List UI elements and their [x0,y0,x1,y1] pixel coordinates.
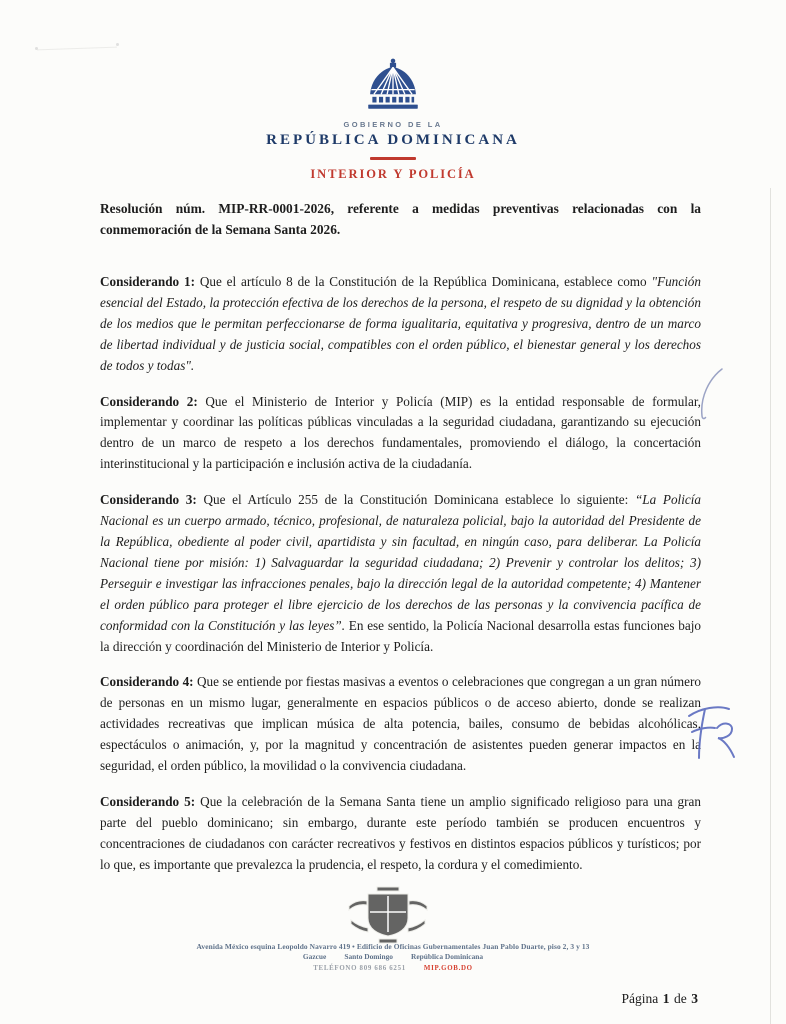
footer-location [0,952,786,962]
coat-of-arms-watermark-icon [341,884,435,948]
page-indicator-prefix: Página [621,991,659,1006]
red-divider [370,157,416,160]
footer-location-neighborhood: Gazcue [302,951,327,961]
considerando-5-label: Considerando 5: [100,793,196,809]
document-body [100,198,701,891]
paragraph-considerando-1 [100,272,701,377]
page-indicator-separator: de [674,991,687,1006]
footer-location-country: República Dominicana [411,951,484,961]
paragraph-considerando-4 [100,672,701,777]
page-indicator-current: 1 [662,991,670,1006]
dome-logo-icon [360,58,426,114]
footer-phone: TELÉFONO 809 686 6251 [313,965,406,972]
footer-website-link[interactable]: MIP.GOB.DO [423,965,473,972]
resolution-title: Resolución núm. MIP-RR-0001-2026, referente a medidas preventivas relacionadas con la conmemoración de la Semana Santa 2026. [100,201,701,237]
considerando-3-tail: En ese sentido, la Policía Nacional desarrolla estas funciones bajo la dirección y coordinación del Ministerio de Interior y Policía. [100,617,701,654]
page-indicator-total: 3 [691,991,698,1006]
country-name: REPÚBLICA DOMINICANA [266,132,520,148]
footer [0,942,786,973]
letterhead [0,58,786,182]
government-line: GOBIERNO DE LA [343,120,443,129]
considerando-1-label: Considerando 1: [100,274,195,289]
footer-location-city: Santo Domingo [344,951,393,961]
scan-edge-line [770,188,771,1024]
ministry-name: INTERIOR Y POLICÍA [310,167,476,181]
considerando-2-text: Que el Ministerio de Interior y Policía (MIP) es la entidad responsable de formular, implementar y coordinar las políticas públicas vinculadas a la seguridad ciudadana, garantizando su ejecución dentro de un marco de respeto a los derechos fundamentales, promoviendo el diálogo, la concertación interinstitucional y la participación e inclusión activa de la ciudadanía. [100,393,701,472]
considerando-4-label: Considerando 4: [100,674,194,690]
page-indicator [622,991,699,1007]
footer-contact [0,964,786,973]
footer-address: Avenida México esquina Leopoldo Navarro 419 • Edificio de Oficinas Gubernamentales Juan Pablo Duarte, piso 2, 3 y 13 [196,942,590,951]
considerando-5-text: Que la celebración de la Semana Santa tiene un amplio significado religioso para una gran parte del pueblo dominicano; sin embargo, durante este período también se producen encuentros y concentraciones de ciudadanos con carácter recreativos y festivos en distintos espacios públicos y turísticos; por lo que, es importante que prevalezca la prudencia, el respeto, la cordura y el comedimiento. [100,793,701,872]
paragraph-considerando-3 [100,490,701,657]
considerando-3-quote: “La Policía Nacional es un cuerpo armado, técnico, profesional, de naturaleza policial, bajo la autoridad del Presidente de la República, obediente al poder civil, apartidista y sin facultad, en ningún caso, para deliberar. La Policía Nacional tiene por misión: 1) Salvaguardar la seguridad ciudadana; 2) Prevenir y controlar los delitos; 3) Perseguir e investigar las infracciones penales, bajo la dirección legal de la autoridad competente; 4) Mantener el orden público para proteger el libre ejercicio de los derechos de las personas y la convivencia pacífica de conformidad con la Constitución y las leyes”. [100,492,701,633]
considerando-1-text: Que el artículo 8 de la Constitución de la República Dominicana, establece como [195,274,652,289]
considerando-1-quote: "Función esencial del Estado, la protección efectiva de los derechos de la persona, el respeto de su dignidad y la obtención de los medios que le permitan perfeccionarse de forma igualitaria, equitativa y progresiva, dentro de un marco de libertad individual y de justicia social, compatibles con el orden público, el bienestar general y los derechos de todos y todas". [100,274,701,373]
considerando-4-text: Que se entiende por fiestas masivas a eventos o celebraciones que congregan a un gran número de personas en un mismo lugar, generalmente en espacios públicos o de acceso abierto, donde se realizan actividades recreativas que implican música de alta potencia, bailes, consumo de bebidas alcohólicas, espectáculos o animación, y, por la magnitud y concentración de asistentes pueden generar impactos en la seguridad, el orden público, la movilidad o la convivencia ciudadana. [100,674,701,774]
considerando-3-label: Considerando 3: [100,492,197,508]
scan-speck [116,43,119,46]
considerando-2-label: Considerando 2: [100,393,198,409]
scan-hairline [37,47,117,51]
paragraph-considerando-2 [100,392,701,476]
paragraph-considerando-5 [100,792,701,876]
considerando-3-text: Que el Artículo 255 de la Constitución Dominicana establece lo siguiente: [196,492,635,508]
